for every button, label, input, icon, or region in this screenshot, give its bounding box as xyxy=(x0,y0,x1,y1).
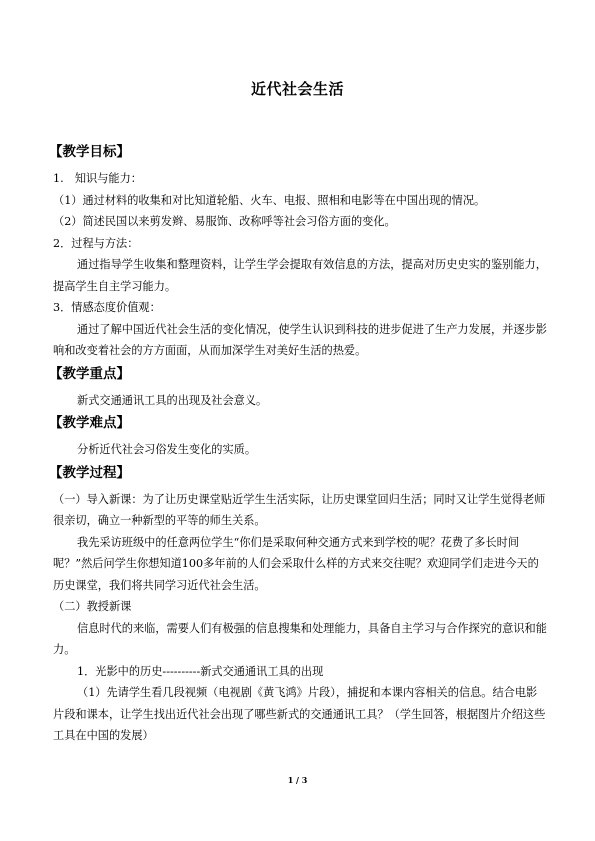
document-title: 近代社会生活 xyxy=(250,80,344,98)
paragraph: 通过了解中国近代社会生活的变化情况，使学生认识到科技的进步促进了生产力发展，并逐步影响和改变着社会的方方面面，从而加深学生对美好生活的热爱。 xyxy=(53,322,547,357)
section-heading-difficulty: 【教学难点】 xyxy=(49,415,130,431)
paragraph: （1）先请学生看几段视频（电视剧《黄飞鸿》片段），捕捉和本课内容相关的信息。结合电影片段和课本，让学生找出近代社会出现了哪些新式的交通通讯工具？（学生回答，根据图片介绍这些工具在中国的发展） xyxy=(53,686,546,742)
paragraph: 分析近代社会习俗发生变化的实质。 xyxy=(77,443,257,456)
document-body xyxy=(49,140,548,747)
paragraph: 1. 知识与能力： xyxy=(53,172,142,185)
paragraph: 3．情感态度价值观： xyxy=(53,301,161,314)
section-heading-process: 【教学过程】 xyxy=(49,464,130,481)
paragraph: 我先采访班级中的任意两位学生“你们是采取何种交通方式来到学校的呢？花费了多长时间呢？”然后问学生你想知道100多年前的人们会采取什么样的方式来交往呢？欢迎同学们走进今天的历史课堂，我们将共同学习近代社会生活。 xyxy=(53,535,539,592)
section-heading-goals: 【教学目标】 xyxy=(49,144,130,160)
paragraph: 通过指导学生收集和整理资料，让学生学会提取有效信息的方法，提高对历史史实的鉴别能力，提高学生自主学习能力。 xyxy=(53,258,547,293)
paragraph: （二）教授新课 xyxy=(53,600,132,613)
paragraph: 1．光影中的历史----------新式交通通讯工具的出现 xyxy=(77,664,324,678)
page-number: 1 / 3 xyxy=(287,775,308,785)
paragraph: 2．过程与方法： xyxy=(53,236,139,250)
section-heading-key: 【教学重点】 xyxy=(49,365,130,382)
paragraph: 信息时代的来临，需要人们有极强的信息搜集和处理能力，具备自主学习与合作探究的意识和能力。 xyxy=(53,621,547,656)
paragraph: （1）通过材料的收集和对比知道轮船、火车、电报、照相和电影等在中国出现的情况。 xyxy=(53,193,486,207)
paragraph: （一）导入新课：为了让历史课堂贴近学生生活实际，让历史课堂回归生活；同时又让学生觉得老师很亲切，确立一种新型的平等的师生关系。 xyxy=(53,492,546,527)
paragraph: （2）简述民国以来剪发辫、易服饰、改称呼等社会习俗方面的变化。 xyxy=(53,215,396,228)
paragraph: 新式交通通讯工具的出现及社会意义。 xyxy=(77,393,268,407)
